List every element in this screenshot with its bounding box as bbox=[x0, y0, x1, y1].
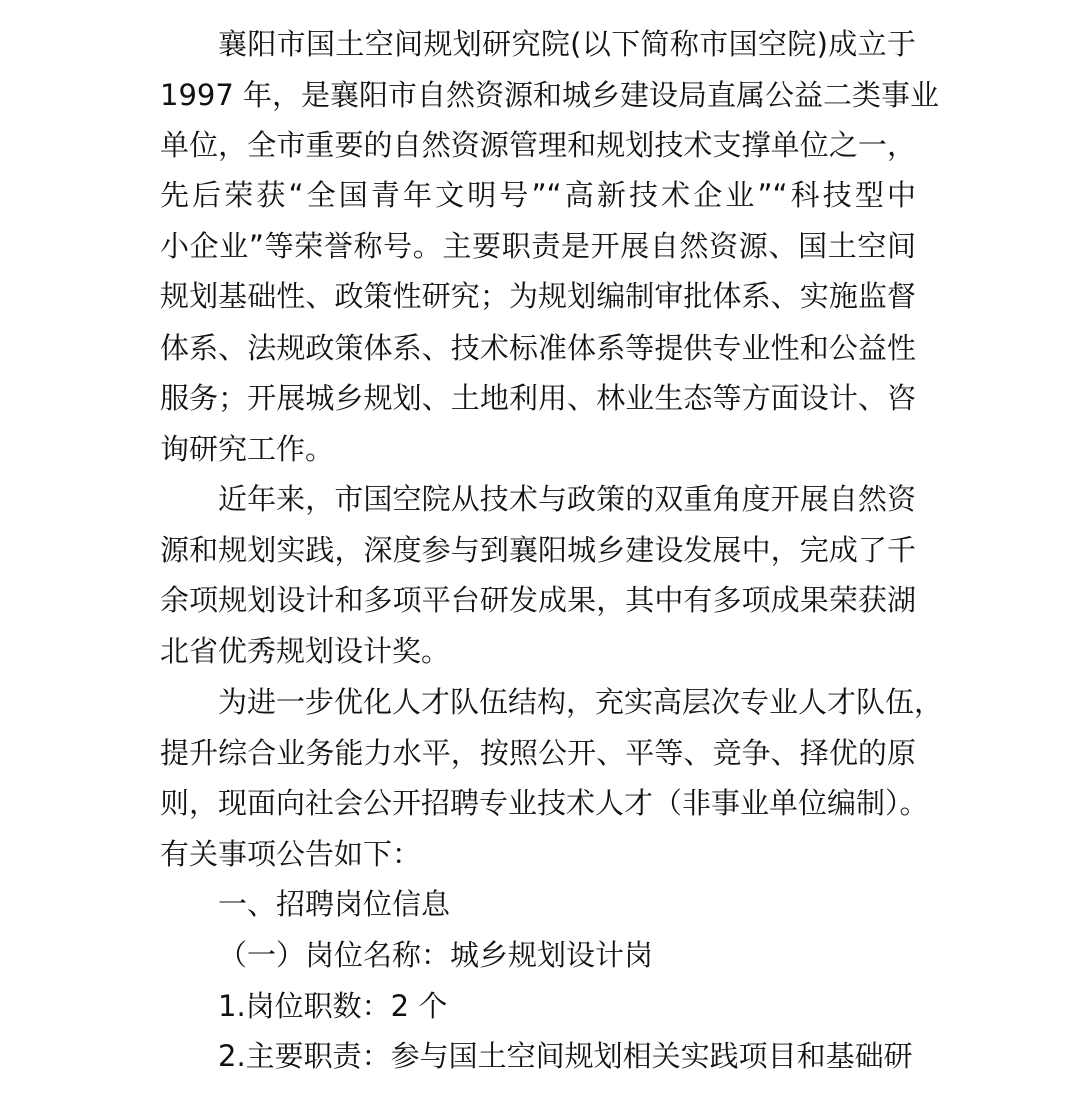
paragraph-3-line-4: 有关事项公告如下： bbox=[160, 837, 422, 871]
paragraph-1-line-4: 先后荣获“全国青年文明号”“高新技术企业”“科技型中 bbox=[160, 178, 916, 212]
paragraph-1-line-2: 1997 年，是襄阳市自然资源和城乡建设局直属公益二类事业 bbox=[160, 78, 940, 112]
paragraph-1-line-3: 单位，全市重要的自然资源管理和规划技术支撑单位之一， bbox=[160, 128, 916, 162]
paragraph-1-line-8: 服务；开展城乡规划、土地利用、林业生态等方面设计、咨 bbox=[160, 381, 916, 415]
paragraph-2-line-2: 源和规划实践，深度参与到襄阳城乡建设发展中，完成了千 bbox=[160, 533, 916, 567]
paragraph-3-line-2: 提升综合业务能力水平，按照公开、平等、竞争、择优的原 bbox=[160, 736, 916, 770]
subsection-heading: （一）岗位名称：城乡规划设计岗 bbox=[218, 938, 654, 972]
list-item-post-count: 1.岗位职数：2 个 bbox=[218, 989, 448, 1023]
paragraph-1-line-9: 询研究工作。 bbox=[160, 432, 335, 466]
paragraph-1-line-7: 体系、法规政策体系、技术标准体系等提供专业性和公益性 bbox=[160, 331, 916, 365]
paragraph-2-line-4: 北省优秀规划设计奖。 bbox=[160, 634, 451, 668]
paragraph-2-line-1: 近年来，市国空院从技术与政策的双重角度开展自然资 bbox=[218, 482, 916, 516]
paragraph-1-line-5: 小企业”等荣誉称号。主要职责是开展自然资源、国土空间 bbox=[160, 229, 916, 263]
paragraph-3-line-1: 为进一步优化人才队伍结构，充实高层次专业人才队伍， bbox=[218, 685, 944, 719]
section-heading: 一、招聘岗位信息 bbox=[218, 887, 451, 921]
list-item-main-duties: 2.主要职责：参与国土空间规划相关实践项目和基础研 bbox=[218, 1039, 913, 1073]
paragraph-1-line-6: 规划基础性、政策性研究；为规划编制审批体系、实施监督 bbox=[160, 279, 916, 313]
paragraph-3-line-3: 则，现面向社会公开招聘专业技术人才（非事业单位编制）。 bbox=[160, 786, 929, 820]
paragraph-2-line-3: 余项规划设计和多项平台研发成果，其中有多项成果荣获湖 bbox=[160, 583, 916, 617]
paragraph-1-line-1: 襄阳市国土空间规划研究院(以下简称市国空院)成立于 bbox=[218, 27, 916, 61]
